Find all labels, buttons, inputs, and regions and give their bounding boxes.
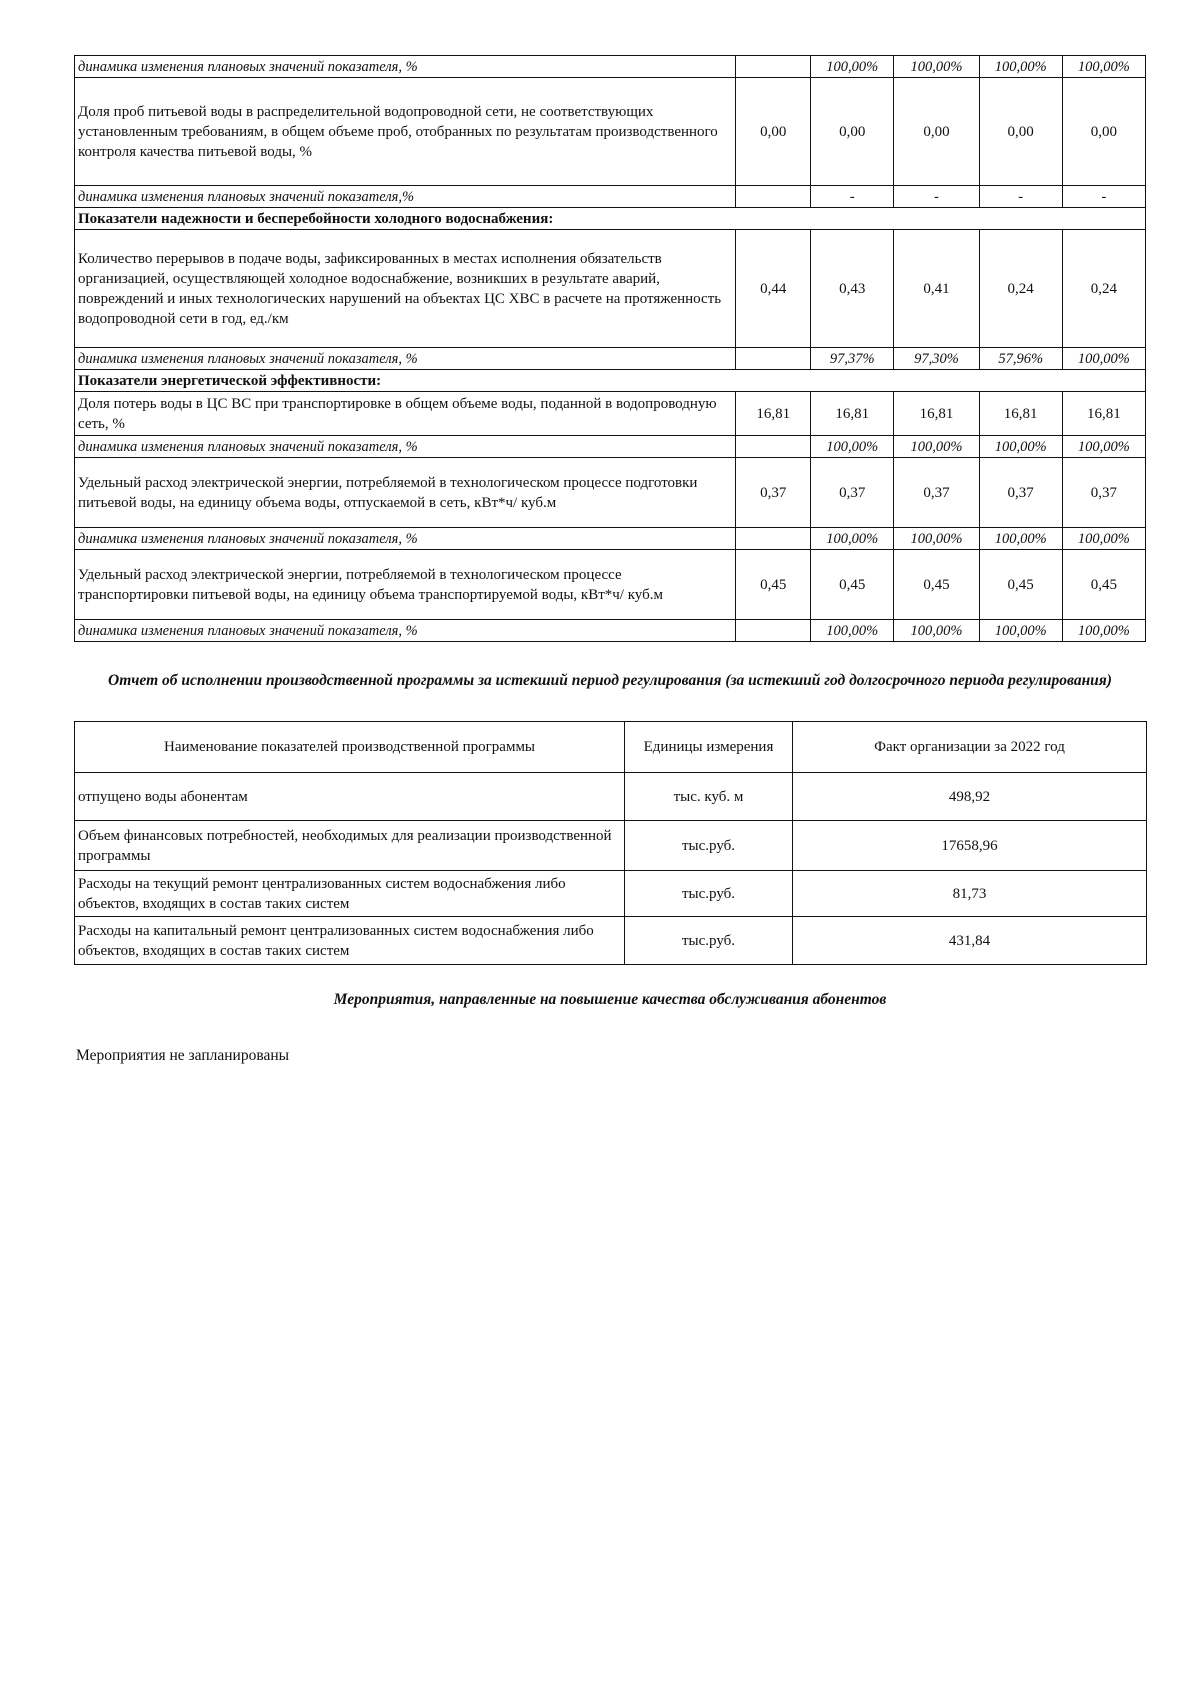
cell-value: 16,81	[894, 392, 979, 436]
table-header-row	[75, 722, 1147, 773]
unit-cell: тыс.руб.	[625, 917, 793, 965]
table-row	[75, 917, 1147, 965]
table-row	[75, 620, 1146, 642]
table-row	[75, 392, 1146, 436]
cell-value: 0,37	[894, 458, 979, 528]
section-row	[75, 208, 1146, 230]
cell-value: 100,00%	[811, 620, 894, 642]
cell-value: 100,00%	[811, 56, 894, 78]
cell-value: 0,45	[979, 550, 1062, 620]
cell-value: 0,37	[736, 458, 811, 528]
value-cell: 498,92	[793, 773, 1147, 821]
measures-title: Мероприятия, направленные на повышение качества обслуживания абонентов	[333, 991, 887, 1008]
cell-value	[736, 348, 811, 370]
cell-value: 0,37	[811, 458, 894, 528]
unit-cell: тыс. куб. м	[625, 773, 793, 821]
indicators-table	[74, 55, 1146, 642]
row-label: Расходы на текущий ремонт централизованных систем водоснабжения либо объектов, входящих в состав таких систем	[75, 871, 625, 917]
row-label: Доля потерь воды в ЦС ВС при транспортировке в общем объеме воды, поданной в водопроводную сеть, %	[75, 392, 736, 436]
cell-value: 100,00%	[1062, 56, 1145, 78]
cell-value: 100,00%	[894, 56, 979, 78]
cell-value: 16,81	[811, 392, 894, 436]
cell-value	[736, 528, 811, 550]
table-row	[75, 186, 1146, 208]
section-heading-reliability: Показатели надежности и бесперебойности холодного водоснабжения:	[75, 208, 1146, 230]
row-label: динамика изменения плановых значений показателя, %	[75, 348, 736, 370]
table-row	[75, 528, 1146, 550]
cell-value	[736, 436, 811, 458]
cell-value: 16,81	[736, 392, 811, 436]
cell-value: 97,30%	[894, 348, 979, 370]
cell-value: -	[979, 186, 1062, 208]
cell-value: 0,37	[1062, 458, 1145, 528]
unit-cell: тыс.руб.	[625, 871, 793, 917]
cell-value: 0,41	[894, 230, 979, 348]
table-row	[75, 78, 1146, 186]
cell-value: 100,00%	[811, 436, 894, 458]
table-row	[75, 550, 1146, 620]
unit-cell: тыс.руб.	[625, 821, 793, 871]
table-row	[75, 458, 1146, 528]
cell-value: 0,00	[736, 78, 811, 186]
cell-value: 0,44	[736, 230, 811, 348]
cell-value: 100,00%	[894, 528, 979, 550]
table-row	[75, 348, 1146, 370]
row-label: Количество перерывов в подаче воды, зафиксированных в местах исполнения обязательств организацией, осуществляющей холодное водоснабжение, возникших в результате аварий, повреждений и иных технологических нарушений на объектах ЦС ХВС в расчете на протяженность водопроводной сети в год, ед./км	[75, 230, 736, 348]
row-label: Удельный расход электрической энергии, потребляемой в технологическом процессе транспортировки питьевой воды, на единицу объема транспортируемой воды, кВт*ч/ куб.м	[75, 550, 736, 620]
cell-value	[736, 186, 811, 208]
column-header: Факт организации за 2022 год	[793, 722, 1147, 773]
table-row	[75, 436, 1146, 458]
cell-value: 0,00	[1062, 78, 1145, 186]
measures-note: Мероприятия не запланированы	[76, 1047, 290, 1064]
section-row	[75, 370, 1146, 392]
row-label: отпущено воды абонентам	[75, 773, 625, 821]
cell-value: 16,81	[1062, 392, 1145, 436]
column-header: Единицы измерения	[625, 722, 793, 773]
cell-value	[736, 56, 811, 78]
cell-value: 100,00%	[894, 620, 979, 642]
row-label: динамика изменения плановых значений показателя, %	[75, 620, 736, 642]
cell-value: 0,00	[979, 78, 1062, 186]
cell-value: 100,00%	[1062, 436, 1145, 458]
cell-value: -	[811, 186, 894, 208]
cell-value: 0,43	[811, 230, 894, 348]
cell-value: 0,00	[811, 78, 894, 186]
table-row	[75, 56, 1146, 78]
cell-value: 0,45	[736, 550, 811, 620]
cell-value: 100,00%	[979, 620, 1062, 642]
cell-value: 0,37	[979, 458, 1062, 528]
cell-value: -	[1062, 186, 1145, 208]
report-table	[74, 721, 1147, 965]
cell-value	[736, 620, 811, 642]
table-row	[75, 773, 1147, 821]
cell-value: 100,00%	[1062, 528, 1145, 550]
cell-value: 100,00%	[979, 56, 1062, 78]
row-label: динамика изменения плановых значений показателя,%	[75, 186, 736, 208]
row-label: Объем финансовых потребностей, необходимых для реализации производственной программы	[75, 821, 625, 871]
value-cell: 431,84	[793, 917, 1147, 965]
table-row	[75, 821, 1147, 871]
value-cell: 81,73	[793, 871, 1147, 917]
cell-value: 100,00%	[894, 436, 979, 458]
row-label: динамика изменения плановых значений показателя, %	[75, 436, 736, 458]
row-label: Удельный расход электрической энергии, потребляемой в технологическом процессе подготовки питьевой воды, на единицу объема воды, отпускаемой в сеть, кВт*ч/ куб.м	[75, 458, 736, 528]
row-label: динамика изменения плановых значений показателя, %	[75, 528, 736, 550]
cell-value: 100,00%	[811, 528, 894, 550]
cell-value: 100,00%	[979, 528, 1062, 550]
cell-value: 0,45	[1062, 550, 1145, 620]
table-row	[75, 230, 1146, 348]
row-label: Расходы на капитальный ремонт централизованных систем водоснабжения либо объектов, входящих в состав таких систем	[75, 917, 625, 965]
row-label: Доля проб питьевой воды в распределительной водопроводной сети, не соответствующих установленным требованиям, в общем объеме проб, отобранных по результатам производственного контроля качества питьевой воды, %	[75, 78, 736, 186]
cell-value: 100,00%	[1062, 620, 1145, 642]
cell-value: 0,45	[894, 550, 979, 620]
cell-value: -	[894, 186, 979, 208]
column-header: Наименование показателей производственной программы	[75, 722, 625, 773]
cell-value: 0,24	[979, 230, 1062, 348]
cell-value: 97,37%	[811, 348, 894, 370]
row-label: динамика изменения плановых значений показателя, %	[75, 56, 736, 78]
cell-value: 100,00%	[1062, 348, 1145, 370]
cell-value: 100,00%	[979, 436, 1062, 458]
cell-value: 16,81	[979, 392, 1062, 436]
cell-value: 0,00	[894, 78, 979, 186]
cell-value: 57,96%	[979, 348, 1062, 370]
section-heading-energy: Показатели энергетической эффективности:	[75, 370, 1146, 392]
table-row	[75, 871, 1147, 917]
report-title: Отчет об исполнении производственной программы за истекший период регулирования (за истекший год долгосрочного периода регулирования)	[108, 672, 1112, 689]
cell-value: 0,24	[1062, 230, 1145, 348]
cell-value: 0,45	[811, 550, 894, 620]
value-cell: 17658,96	[793, 821, 1147, 871]
